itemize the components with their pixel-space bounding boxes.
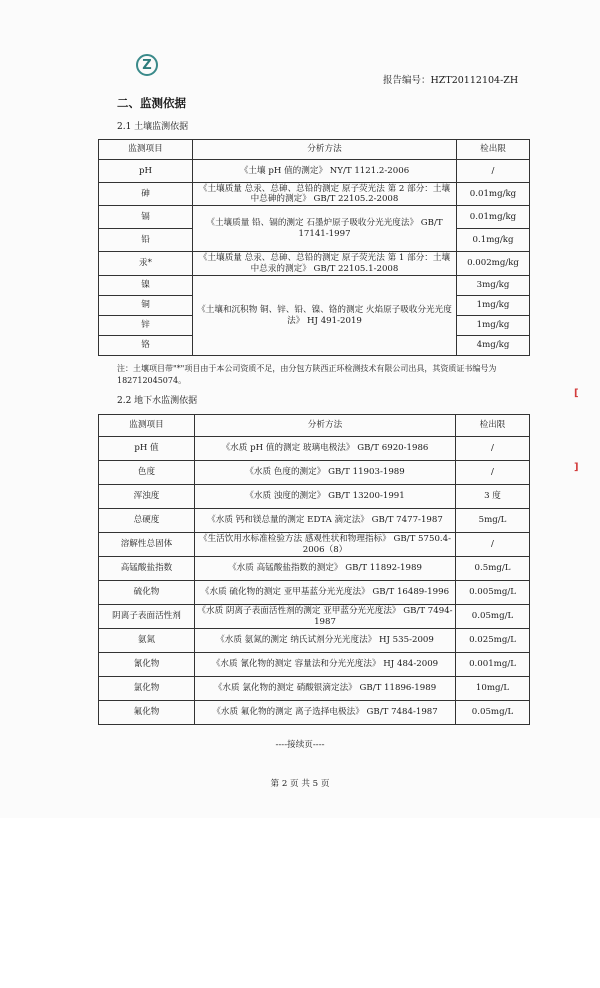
method-cell: 《水质 阴离子表面活性剂的测定 亚甲蓝分光光度法》 GB/T 7494-1987 [195, 605, 456, 629]
groundwater-monitoring-table [98, 414, 530, 725]
page-number: 第 2 页 共 5 页 [270, 779, 330, 789]
method-cell: 《水质 浊度的测定》 GB/T 13200-1991 [195, 485, 456, 509]
item-cell: 氨氮 [99, 629, 195, 653]
limit-cell: 0.01mg/kg [457, 206, 530, 229]
limit-cell: 0.1mg/kg [457, 229, 530, 252]
limit-cell: 0.01mg/kg [457, 183, 530, 206]
item-cell: pH [99, 160, 193, 183]
method-cell: 《土壤和沉积物 铜、锌、铅、镍、铬的测定 火焰原子吸收分光光度法》 HJ 491-2019 [193, 276, 457, 356]
table-row [99, 160, 530, 183]
table-row [99, 533, 530, 557]
header-method: 分析方法 [193, 140, 457, 160]
item-cell: 氯化物 [99, 677, 195, 701]
method-cell: 《水质 色度的测定》 GB/T 11903-1989 [195, 461, 456, 485]
limit-cell: 0.002mg/kg [457, 252, 530, 276]
header-item: 监测项目 [99, 140, 193, 160]
table-row [99, 276, 530, 296]
section-title: 二、监测依据 [117, 96, 186, 110]
item-cell: 氰化物 [99, 653, 195, 677]
item-cell: 镉 [99, 206, 193, 229]
method-cell: 《土壤质量 铅、镉的测定 石墨炉原子吸收分光光度法》 GB/T 17141-1997 [193, 206, 457, 252]
table-row [99, 677, 530, 701]
company-logo-icon: Z [136, 54, 158, 76]
table-row [99, 461, 530, 485]
limit-cell: / [456, 437, 530, 461]
item-cell: 铅 [99, 229, 193, 252]
method-cell: 《生活饮用水标准检验方法 感观性状和物理指标》 GB/T 5750.4-2006（8） [195, 533, 456, 557]
soil-note: 注：土壤项目带"*"项目由于本公司资质不足，由分包方陕西正环检测技术有限公司出具，其资质证书编号为 182712045074。 [117, 364, 497, 385]
table-row [99, 701, 530, 725]
limit-cell: 3 度 [456, 485, 530, 509]
limit-cell: 0.05mg/L [456, 701, 530, 725]
table-row [99, 629, 530, 653]
item-cell: 锌 [99, 316, 193, 336]
soil-monitoring-table [98, 139, 530, 356]
soil-section-title: 2.1 土壤监测依据 [117, 122, 189, 132]
table-row [99, 183, 530, 206]
item-cell: 阴离子表面活性剂 [99, 605, 195, 629]
table-row [99, 437, 530, 461]
table-row [99, 653, 530, 677]
item-cell: 溶解性总固体 [99, 533, 195, 557]
item-cell: pH 值 [99, 437, 195, 461]
limit-cell: 0.001mg/L [456, 653, 530, 677]
item-cell: 高锰酸盐指数 [99, 557, 195, 581]
item-cell: 汞* [99, 252, 193, 276]
method-cell: 《土壤质量 总汞、总砷、总铅的测定 原子荧光法 第 2 部分：土壤中总砷的测定》 GB/T 22105.2-2008 [193, 183, 457, 206]
item-cell: 砷 [99, 183, 193, 206]
limit-cell: 5mg/L [456, 509, 530, 533]
item-cell: 色度 [99, 461, 195, 485]
limit-cell: 10mg/L [456, 677, 530, 701]
method-cell: 《土壤 pH 值的测定》 NY/T 1121.2-2006 [193, 160, 457, 183]
limit-cell: 1mg/kg [457, 296, 530, 316]
method-cell: 《水质 高锰酸盐指数的测定》 GB/T 11892-1989 [195, 557, 456, 581]
limit-cell: 0.5mg/L [456, 557, 530, 581]
item-cell: 镍 [99, 276, 193, 296]
method-cell: 《水质 pH 值的测定 玻璃电极法》 GB/T 6920-1986 [195, 437, 456, 461]
item-cell: 氟化物 [99, 701, 195, 725]
table-row [99, 605, 530, 629]
method-cell: 《水质 氟化物的测定 离子选择电极法》 GB/T 7484-1987 [195, 701, 456, 725]
limit-cell: / [456, 533, 530, 557]
continued-marker: ----接续页---- [275, 740, 325, 750]
method-cell: 《土壤质量 总汞、总砷、总铅的测定 原子荧光法 第 1 部分：土壤中总汞的测定》 GB/T 22105.1-2008 [193, 252, 457, 276]
item-cell: 浑浊度 [99, 485, 195, 509]
limit-cell: 0.05mg/L [456, 605, 530, 629]
limit-cell: 3mg/kg [457, 276, 530, 296]
header-limit: 检出限 [457, 140, 530, 160]
table-row [99, 509, 530, 533]
table-row [99, 557, 530, 581]
report-number: 报告编号：HZT20112104-ZH [383, 75, 519, 86]
seal-mark-top: [ [574, 388, 579, 399]
method-cell: 《水质 氨氮的测定 纳氏试剂分光光度法》 HJ 535-2009 [195, 629, 456, 653]
limit-cell: / [457, 160, 530, 183]
table-row [99, 485, 530, 509]
method-cell: 《水质 氯化物的测定 硝酸银滴定法》 GB/T 11896-1989 [195, 677, 456, 701]
seal-mark-bottom: ] [574, 462, 579, 473]
groundwater-section-title: 2.2 地下水监测依据 [117, 396, 198, 406]
item-cell: 总硬度 [99, 509, 195, 533]
method-cell: 《水质 钙和镁总量的测定 EDTA 滴定法》 GB/T 7477-1987 [195, 509, 456, 533]
limit-cell: / [456, 461, 530, 485]
item-cell: 铜 [99, 296, 193, 316]
table-row [99, 252, 530, 276]
limit-cell: 1mg/kg [457, 316, 530, 336]
method-cell: 《水质 硫化物的测定 亚甲基蓝分光光度法》 GB/T 16489-1996 [195, 581, 456, 605]
header-method: 分析方法 [195, 415, 456, 437]
item-cell: 硫化物 [99, 581, 195, 605]
limit-cell: 0.005mg/L [456, 581, 530, 605]
method-cell: 《水质 氰化物的测定 容量法和分光光度法》 HJ 484-2009 [195, 653, 456, 677]
header-item: 监测项目 [99, 415, 195, 437]
item-cell: 铬 [99, 336, 193, 356]
table-row [99, 581, 530, 605]
header-limit: 检出限 [456, 415, 530, 437]
limit-cell: 0.025mg/L [456, 629, 530, 653]
table-row [99, 206, 530, 229]
limit-cell: 4mg/kg [457, 336, 530, 356]
